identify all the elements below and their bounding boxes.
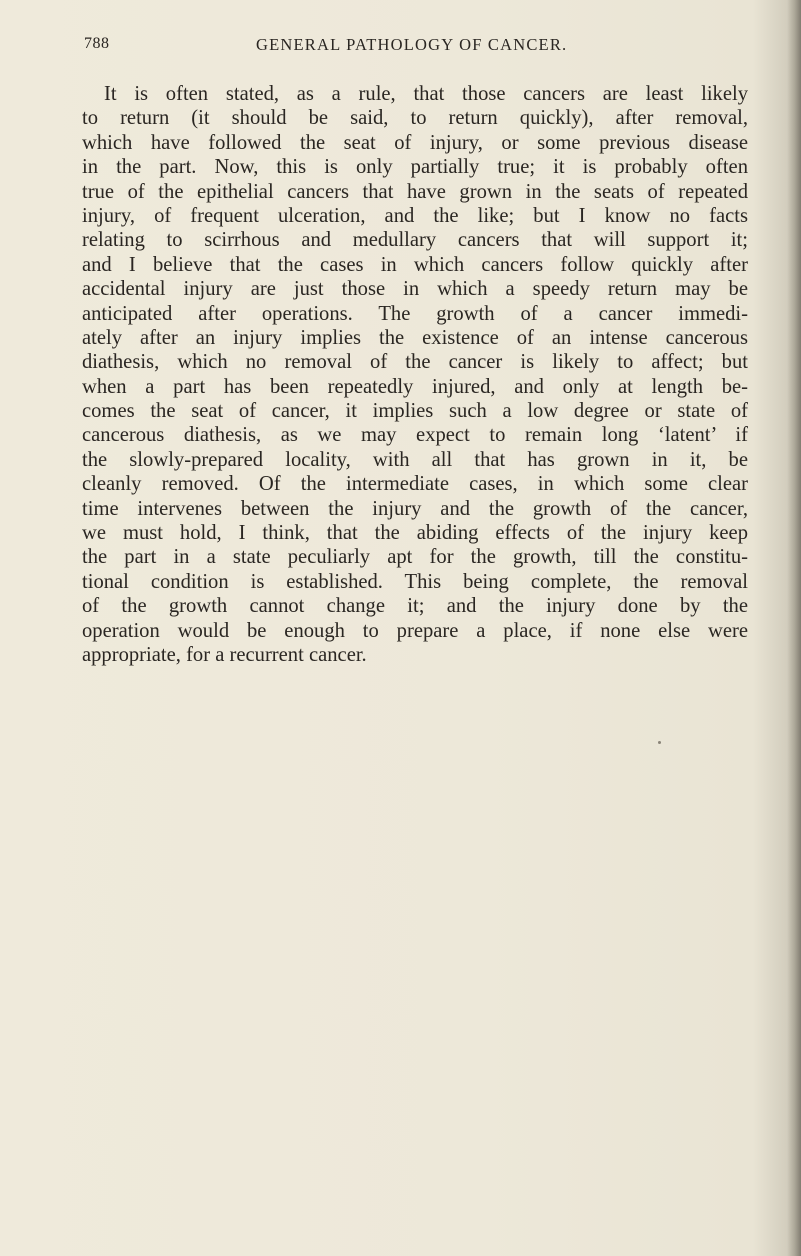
text-line: to return (it should be said, to return quickly), after removal, xyxy=(82,107,748,130)
text-line: time intervenes between the injury and the growth of the cancer, xyxy=(82,497,748,520)
text-line: in the part. Now, this is only partially true; it is probably often xyxy=(82,156,748,179)
text-line: injury, of frequent ulceration, and the like; but I know no facts xyxy=(82,204,748,227)
text-line: diathesis, which no removal of the cancer is likely to affect; but xyxy=(82,351,748,374)
text-line: tional condition is established. This being complete, the removal xyxy=(82,570,748,593)
text-line: It is often stated, as a rule, that those cancers are least likely xyxy=(104,83,748,105)
text-line: anticipated after operations. The growth of a cancer immedi- xyxy=(82,302,748,325)
text-line: the part in a state peculiarly apt for the growth, till the constitu- xyxy=(82,546,748,569)
text-line: operation would be enough to prepare a place, if none else were xyxy=(82,619,748,642)
text-line: which have followed the seat of injury, or some previous disease xyxy=(82,131,748,154)
page-number: 788 xyxy=(84,35,110,52)
text-line: of the growth cannot change it; and the injury done by the xyxy=(82,595,748,618)
text-line: when a part has been repeatedly injured, and only at length be- xyxy=(82,375,748,398)
page-edge-shadow xyxy=(787,0,801,1256)
text-line: relating to scirrhous and medullary cancers that will support it; xyxy=(82,229,748,252)
paper-speck xyxy=(658,741,661,744)
page-header xyxy=(84,35,746,59)
text-line: accidental injury are just those in which a speedy return may be xyxy=(82,278,748,301)
text-line: true of the epithelial cancers that have grown in the seats of repeated xyxy=(82,180,748,203)
running-head: GENERAL PATHOLOGY OF CANCER. xyxy=(256,35,568,54)
text-line: cancerous diathesis, as we may expect to remain long ‘latent’ if xyxy=(82,424,748,447)
text-line: appropriate, for a recurrent cancer. xyxy=(82,643,367,666)
text-line: ately after an injury implies the existence of an intense cancerous xyxy=(82,326,748,349)
body-paragraph xyxy=(82,82,748,667)
text-line: cleanly removed. Of the intermediate cases, in which some clear xyxy=(82,473,748,496)
text-line: and I believe that the cases in which cancers follow quickly after xyxy=(82,253,748,276)
text-line: the slowly-prepared locality, with all that has grown in it, be xyxy=(82,448,748,471)
text-line: we must hold, I think, that the abiding effects of the injury keep xyxy=(82,522,748,545)
text-line: comes the seat of cancer, it implies such a low degree or state of xyxy=(82,400,748,423)
